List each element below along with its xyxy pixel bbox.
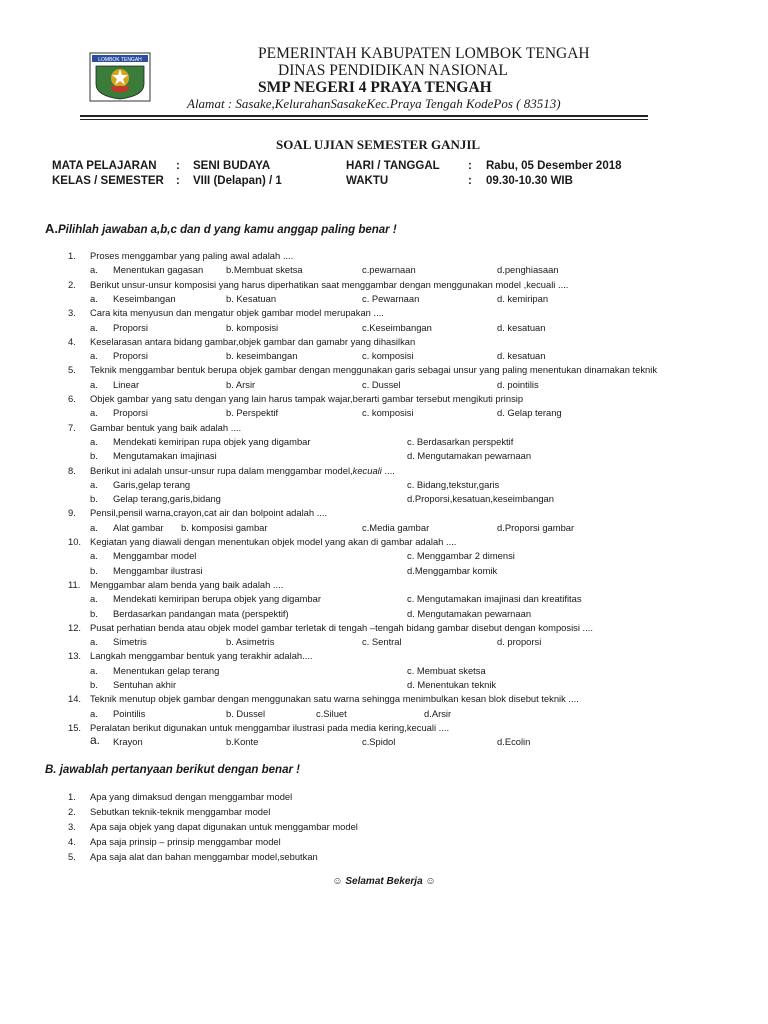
subject-value: SENI BUDAYA (193, 160, 271, 172)
option-c: c. Bidang,tekstur,garis (407, 478, 500, 490)
question-stem-italic: kecuali (352, 464, 382, 476)
question-text (90, 536, 456, 547)
option-d: d. Gelap terang (497, 407, 562, 419)
option-a-letter: a. (90, 733, 101, 748)
time-value: 09.30-10.30 WIB (486, 175, 573, 187)
info-colon: : (468, 160, 472, 172)
option-c: c. Menggambar 2 dimensi (407, 550, 515, 562)
option-b: b. Perspektif (226, 407, 279, 419)
option-a-letter: a. (90, 478, 98, 490)
question-stem: Langkah menggambar bentuk yang terakhir adalah.... (90, 650, 313, 662)
option-a-letter: a. (90, 407, 98, 419)
option-a-letter: a. (90, 350, 98, 362)
essay-question: Apa yang dimaksud dengan menggambar model (90, 791, 293, 802)
question-text (90, 422, 241, 433)
question-stem: Keselarasan antara bidang gambar,objek gambar dan gamabr yang dihasilkan (90, 335, 416, 347)
option-c: c. Pewarnaan (362, 292, 420, 304)
question-number: 12. (68, 621, 82, 633)
question-number: 2. (68, 278, 76, 290)
question-number: 4. (68, 335, 76, 347)
option-a-letter: a. (90, 435, 98, 447)
option-a-letter: a. (90, 593, 98, 605)
svg-text:LOMBOK TENGAH: LOMBOK TENGAH (98, 57, 142, 63)
question-stem: Menggambar alam benda yang baik adalah .... (90, 578, 284, 590)
question-text (90, 465, 395, 476)
option-c: c.Spidol (362, 736, 396, 748)
closing-greeting: ☺ Selamat Bekerja ☺ (332, 876, 436, 887)
option-a-letter: a. (90, 264, 98, 276)
question-number: 11. (68, 578, 81, 590)
question-stem: Gambar bentuk yang baik adalah .... (90, 421, 242, 433)
option-a-letter: a. (90, 664, 98, 676)
option-b: b. komposisi gambar (181, 521, 268, 533)
section-a-heading (45, 221, 397, 236)
question-text (90, 722, 449, 733)
option-c: c. komposisi (362, 350, 414, 362)
question-number: 1. (68, 250, 76, 261)
essay-number: 4. (68, 836, 76, 847)
question-number: 13. (68, 650, 82, 662)
option-c: c.pewarnaan (362, 264, 416, 276)
question-stem-tail: .... (381, 464, 395, 476)
question-number: 10. (68, 536, 82, 547)
header-rule-thin (80, 119, 648, 120)
option-b: b. keseimbangan (226, 350, 298, 362)
option-a: Proporsi (113, 407, 148, 419)
question-stem: Proses menggambar yang paling awal adalah .... (90, 250, 294, 261)
question-text (90, 693, 579, 704)
option-b-letter: b. (90, 493, 98, 505)
info-colon: : (176, 160, 180, 172)
option-d: d. Menentukan teknik (407, 679, 497, 690)
option-b: Mengutamakan imajinasi (113, 450, 217, 462)
option-a: Proporsi (113, 350, 148, 362)
option-b: Sentuhan akhir (113, 679, 177, 690)
option-b-letter: b. (90, 607, 98, 619)
essay-question: Apa saja alat dan bahan menggambar model,sebutkan (90, 851, 318, 862)
question-text (90, 579, 283, 590)
option-d: d.penghiasaan (497, 264, 559, 276)
header-school-name: SMP NEGERI 4 PRAYA TENGAH (258, 79, 492, 96)
option-a: Menggambar model (113, 550, 197, 562)
option-d: d. pointilis (497, 378, 539, 390)
option-a: Menentukan gelap terang (113, 664, 220, 676)
date-label: HARI / TANGGAL (346, 160, 440, 172)
question-stem: Cara kita menyusun dan mengatur objek gambar model merupakan .... (90, 307, 384, 319)
question-text (90, 650, 313, 661)
option-b: b.Konte (226, 736, 259, 748)
question-stem: Pensil,pensil warna,crayon,cat air dan bolpoint adalah .... (90, 507, 328, 519)
essay-number: 2. (68, 806, 76, 817)
question-number: 9. (68, 507, 76, 519)
question-number: 15. (68, 721, 82, 733)
option-a: Proporsi (113, 321, 148, 333)
header-government: PEMERINTAH KABUPATEN LOMBOK TENGAH (258, 45, 590, 62)
option-b: b. komposisi (226, 321, 279, 333)
option-b-letter: b. (90, 450, 98, 462)
option-a: Menentukan gagasan (113, 264, 204, 276)
essay-question: Apa saja objek yang dapat digunakan untuk menggambar model (90, 821, 358, 832)
subject-label: MATA PELAJARAN (52, 160, 157, 172)
option-a: Simetris (113, 636, 147, 648)
option-c: c.Siluet (316, 707, 347, 719)
info-colon: : (176, 175, 180, 187)
header-department: DINAS PENDIDIKAN NASIONAL (278, 62, 508, 79)
option-a: Pointilis (113, 707, 146, 719)
option-a-letter: a. (90, 707, 98, 719)
question-stem: Teknik menggambar bentuk berupa objek gambar dengan menggunakan garis sebagai unsur yang paling menentukan dinamakan teknik (90, 364, 658, 376)
section-a-title: Pilihlah jawaban a,b,c dan d yang kamu anggap paling benar ! (58, 224, 397, 236)
option-b: b.Membuat sketsa (226, 264, 303, 276)
option-c: c. Membuat sketsa (407, 664, 486, 676)
option-c: c. komposisi (362, 407, 414, 419)
option-d: d. kesatuan (497, 321, 546, 333)
option-a: Krayon (113, 736, 143, 748)
option-d: d.Proporsi gambar (497, 521, 575, 533)
time-label: WAKTU (346, 175, 389, 187)
option-c: c.Media gambar (362, 521, 430, 533)
option-b-letter: b. (90, 564, 98, 576)
option-c: c. Sentral (362, 636, 402, 648)
question-number: 8. (68, 464, 76, 476)
question-text (90, 393, 523, 404)
class-label: KELAS / SEMESTER (52, 175, 164, 187)
option-a-letter: a. (90, 550, 98, 562)
option-c: c. Mengutamakan imajinasi dan kreatifitas (407, 593, 582, 605)
option-b: b. Kesatuan (226, 292, 277, 304)
question-text (90, 307, 384, 318)
essay-question: Apa saja prinsip – prinsip menggambar model (90, 836, 281, 847)
question-number: 7. (68, 421, 76, 433)
date-value: Rabu, 05 Desember 2018 (486, 160, 622, 172)
essay-number: 3. (68, 821, 76, 832)
option-a-letter: a. (90, 521, 98, 533)
section-b-heading: B. jawablah pertanyaan berikut dengan benar ! (45, 764, 300, 776)
option-a-letter: a. (90, 636, 98, 648)
option-c: c.Keseimbangan (362, 321, 432, 333)
option-a-letter: a. (90, 321, 98, 333)
option-d: d.Proporsi,kesatuan,keseimbangan (407, 493, 554, 505)
question-text (90, 622, 593, 633)
option-d: d. Mengutamakan pewarnaan (407, 607, 532, 619)
option-b: Berdasarkan pandangan mata (perspektif) (113, 607, 289, 619)
essay-number: 1. (68, 791, 76, 802)
header-address: Alamat : Sasake,KelurahanSasakeKec.Praya Tengah KodePos ( 83513) (187, 96, 561, 111)
school-logo (88, 52, 152, 102)
option-a-letter: a. (90, 292, 98, 304)
question-stem: Berikut ini adalah unsur-unsur rupa dalam menggambar model, (90, 464, 353, 476)
info-colon: : (468, 175, 472, 187)
option-d: d. kesatuan (497, 350, 546, 362)
option-b: b. Dussel (226, 707, 266, 719)
question-number: 6. (68, 393, 76, 404)
question-number: 14. (68, 693, 82, 705)
option-d: d. kemiripan (497, 292, 549, 304)
essay-number: 5. (68, 851, 76, 862)
option-a: Alat gambar (113, 521, 164, 533)
question-stem: Berikut unsur-unsur komposisi yang harus diperhatikan saat menggambar dengan menggunakan model ,kecuali .... (90, 278, 569, 290)
section-a-letter: A. (45, 221, 58, 236)
option-c: c. Dussel (362, 378, 401, 390)
option-b: Menggambar ilustrasi (113, 564, 203, 576)
option-b: Gelap terang,garis,bidang (113, 493, 221, 505)
option-a: Mendekati kemiripan rupa objek yang digambar (113, 435, 311, 447)
question-text (90, 364, 657, 375)
option-d: d.Ecolin (497, 736, 531, 748)
option-c: c. Berdasarkan perspektif (407, 435, 514, 447)
option-b: b. Asimetris (226, 636, 275, 648)
question-number: 3. (68, 307, 76, 319)
option-a: Linear (113, 378, 140, 390)
option-d: d. proporsi (497, 636, 542, 648)
question-stem: Pusat perhatian benda atau objek model gambar terletak di tengah –tengah bidang gambar disebut dengan komposisi .... (90, 621, 593, 633)
question-stem: Objek gambar yang satu dengan yang lain harus tampak wajar,berarti gambar tersebut mengikuti prinsip (90, 393, 524, 404)
class-value: VIII (Delapan) / 1 (193, 175, 282, 187)
exam-title: SOAL UJIAN SEMESTER GANJIL (276, 137, 481, 152)
option-a: Keseimbangan (113, 292, 176, 304)
question-number: 5. (68, 364, 76, 376)
option-a: Mendekati kemiripan berupa objek yang digambar (113, 593, 321, 605)
header-rule-thick (80, 115, 648, 117)
question-stem: Teknik menutup objek gambar dengan menggunakan satu warna sehingga menimbulkan kesan blok disebut teknik .... (90, 693, 579, 705)
essay-question: Sebutkan teknik-teknik menggambar model (90, 806, 271, 817)
question-stem: Peralatan berikut digunakan untuk menggambar ilustrasi pada media kering,kecuali .... (90, 721, 450, 733)
question-text (90, 507, 327, 518)
option-b-letter: b. (90, 679, 98, 690)
question-text (90, 336, 415, 347)
option-a: Garis,gelap terang (113, 478, 191, 490)
option-d: d.Arsir (424, 707, 452, 719)
option-d: d. Mengutamakan pewarnaan (407, 450, 532, 462)
option-d: d.Menggambar komik (407, 564, 498, 576)
option-a-letter: a. (90, 378, 98, 390)
question-stem: Kegiatan yang diawali dengan menentukan objek model yang akan di gambar adalah .... (90, 536, 457, 547)
question-text (90, 279, 568, 290)
question-text (90, 250, 293, 261)
option-b: b. Arsir (226, 378, 256, 390)
